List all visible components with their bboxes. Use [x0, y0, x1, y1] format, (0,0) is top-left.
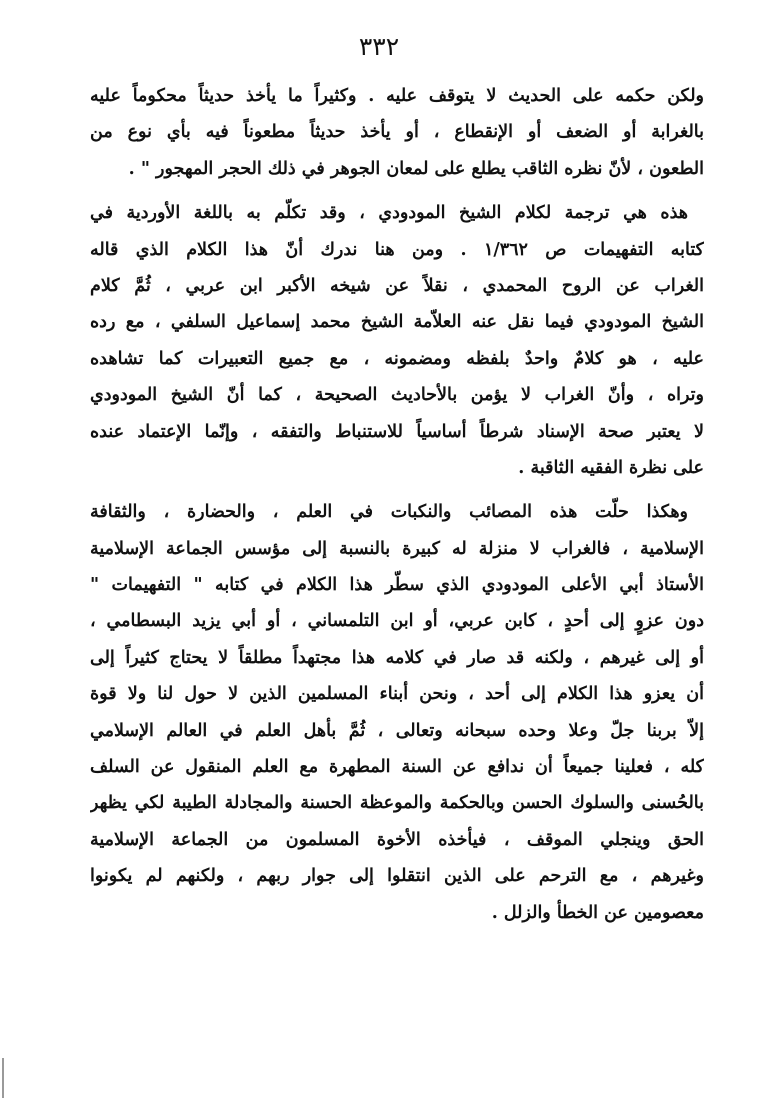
text-line: الأستاذ أبي الأعلى المودودي الذي سطّر هذا الكلام في كتابه " التفهيمات " [90, 575, 704, 596]
text-line: على نظرة الفقيه الثاقبة . [518, 457, 704, 478]
text-line: دون عزوٍ إلى أحدٍ ، كابن عربي، أو ابن التلمساني ، أو أبي يزيد البسطامي ، [90, 611, 704, 632]
text-line: إلاّ بربنا جلّ وعلا وحده سبحانه وتعالى ، ثُمَّ بأهل العلم في العالم الإسلامي [90, 720, 704, 741]
text-line: أن يعزو هذا الكلام إلى أحد ، ونحن أبناء المسلمين الذين لا حول لنا ولا قوة [90, 684, 704, 705]
text-line: ولكن حكمه على الحديث لا يتوقف عليه . وكثيراً ما يأخذ حديثاً محكوماً عليه [90, 86, 704, 106]
text-line: كله ، فعلينا جميعاً أن ندافع عن السنة المطهرة مع العلم المنقول عن السلف [90, 757, 704, 778]
text-line: أو إلى غيرهم ، ولكنه قد صار في كلامه هذا مجتهداً مطلقاً لا يحتاج كثيراً إلى [90, 647, 704, 668]
text-line: بالغرابة أو الضعف أو الإنقطاع ، أو يأخذ حديثاً مطعوناً فيه بأي نوع من [90, 122, 704, 143]
text-line: بالحُسنى والسلوك الحسن وبالحكمة والموعظة الحسنة والمجادلة الطيبة لكي يظهر [90, 793, 704, 814]
text-line: الشيخ المودودي فيما نقل عنه العلاّمة الشيخ محمد إسماعيل السلفي ، مع رده [90, 312, 704, 333]
text-line: الطعون ، لأنّ نظره الثاقب يطلع على لمعان الجوهر في ذلك الحجر المهجور " . [128, 158, 704, 179]
page-number: ٣٣٢ [358, 32, 400, 61]
paragraph-1 [90, 78, 704, 187]
text-line: الغراب عن الروح المحمدي ، نقلاً عن شيخه الأكبر ابن عربي ، ثُمَّ كلام [90, 275, 704, 296]
paragraph-2 [90, 195, 704, 486]
text-line: وهكذا حلّت هذه المصائب والنكبات في العلم ، والحضارة ، والثقافة [90, 502, 688, 523]
scan-edge-mark [2, 1058, 4, 1098]
text-line: لا يعتبر صحة الإسناد شرطاً أساسياً للاستنباط والتفقه ، وإنّما الإعتماد عنده [90, 421, 704, 442]
text-line: الحق وينجلي الموقف ، فيأخذه الأخوة المسلمون من الجماعة الإسلامية [90, 829, 704, 850]
paragraph-3 [90, 494, 704, 931]
text-line: وغيرهم ، مع الترحم على الذين انتقلوا إلى جوار ربهم ، ولكنهم لم يكونوا [90, 866, 704, 887]
body-text [90, 78, 704, 931]
text-line: كتابه التفهيمات ص ١/٣٦٢ . ومن هنا ندرك أنّ هذا الكلام الذي قاله [90, 239, 704, 260]
text-line: الإسلامية ، فالغراب لا منزلة له كبيرة بالنسبة إلى مؤسس الجماعة الإسلامية [90, 538, 704, 559]
text-line: معصومين عن الخطأ والزلل . [491, 902, 704, 923]
text-line: وتراه ، وأنّ الغراب لا يؤمن بالأحاديث الصحيحة ، كما أنّ الشيخ المودودي [90, 385, 704, 406]
text-line: هذه هي ترجمة لكلام الشيخ المودودي ، وقد تكلّم به باللغة الأوردية في [90, 203, 688, 224]
text-line: عليه ، هو كلامٌ واحدٌ بلفظه ومضمونه ، مع جميع التعبيرات كما تشاهده [90, 348, 704, 369]
